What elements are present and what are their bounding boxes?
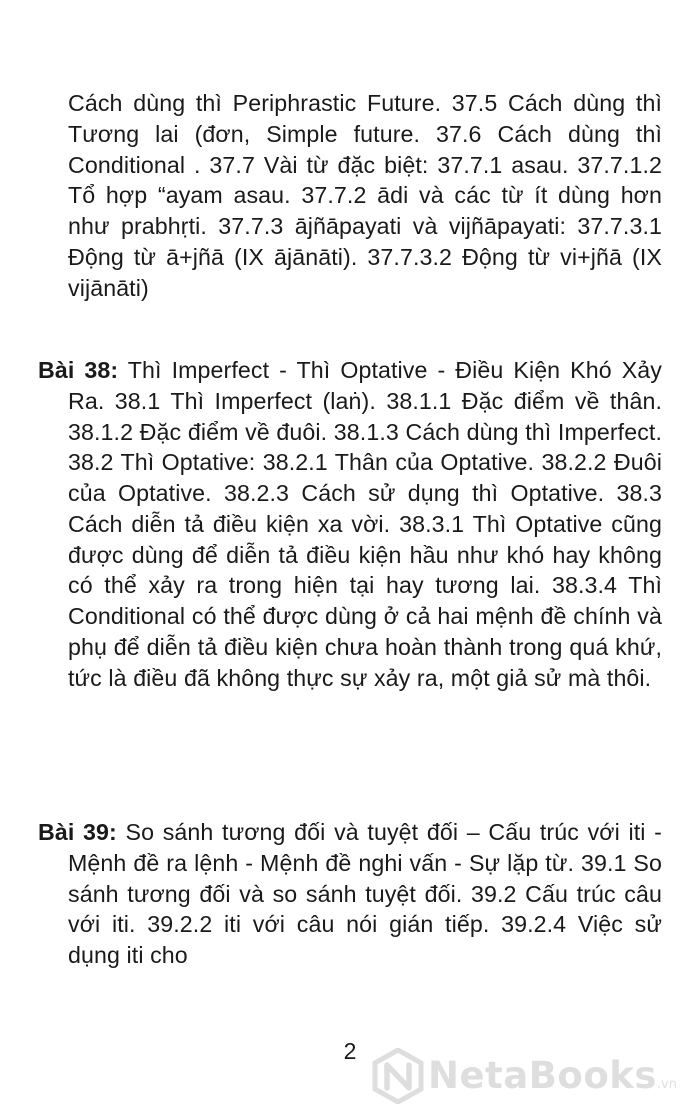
entry-text: Cách dùng thì Periphrastic Future. 37.5 Cách dùng thì Tương lai (đơn, Simple future. 37.6 Cách dùng thì Conditional . 37.7 Vài từ đặc biệt: 37.7.1 asau. 37.7.1.2 Tổ hợp “ayam asau. 37.7.2 ādi và các từ ít dùng hơn như prabhṛti. 37.7.3 ājñāpayati và vijñāpayati: 37.7.3.1 Động từ ā+jñā (IX ājānāti). 37.7.3.2 Động từ vi+jñā (IX vijānāti) bbox=[68, 90, 662, 301]
page-number: 2 bbox=[343, 1038, 357, 1064]
entry-text: So sánh tương đối và tuyệt đối – Cấu trúc với iti - Mệnh đề ra lệnh - Mệnh đề nghi vấn - Sự lặp từ. 39.1 So sánh tương đối và so sánh tuyệt đối. 39.2 Cấu trúc câu với iti. 39.2.2 iti với câu nói gián tiếp. 39.2.4 Việc sử dụng iti cho bbox=[68, 819, 662, 968]
lesson-label: Bài 39: bbox=[38, 819, 117, 845]
watermark-domain-suffix: .vn bbox=[656, 1077, 677, 1092]
watermark-brand-name: NetaBooks bbox=[428, 1054, 657, 1097]
toc-entry-continuation bbox=[68, 88, 662, 303]
lesson-label: Bài 38: bbox=[38, 357, 119, 383]
netabooks-logo-icon bbox=[372, 1048, 424, 1104]
netabooks-watermark bbox=[372, 1044, 692, 1108]
toc-entry-lesson-38 bbox=[38, 355, 662, 693]
entry-text: Thì Imperfect - Thì Optative - Điều Kiện Khó Xảy Ra. 38.1 Thì Imperfect (laṅ). 38.1.1 Đặc điểm về thân. 38.1.2 Đặc điểm về đuôi. 38.1.3 Cách dùng thì Imperfect. 38.2 Thì Optative: 38.2.1 Thân của Optative. 38.2.2 Đuôi của Optative. 38.2.3 Cách sử dụng thì Optative. 38.3 Cách diễn tả điều kiện xa vời. 38.3.1 Thì Optative cũng được dùng để diễn tả điều kiện hầu như khó hay không có thể xảy ra trong hiện tại hay tương lai. 38.3.4 Thì Conditional có thể được dùng ở cả hai mệnh đề chính và phụ để diễn tả điều kiện chưa hoàn thành trong quá khứ, tức là điều đã không thực sự xảy ra, một giả sử mà thôi. bbox=[68, 357, 662, 691]
toc-entry-lesson-39 bbox=[38, 817, 662, 971]
watermark-brand bbox=[428, 1054, 677, 1107]
